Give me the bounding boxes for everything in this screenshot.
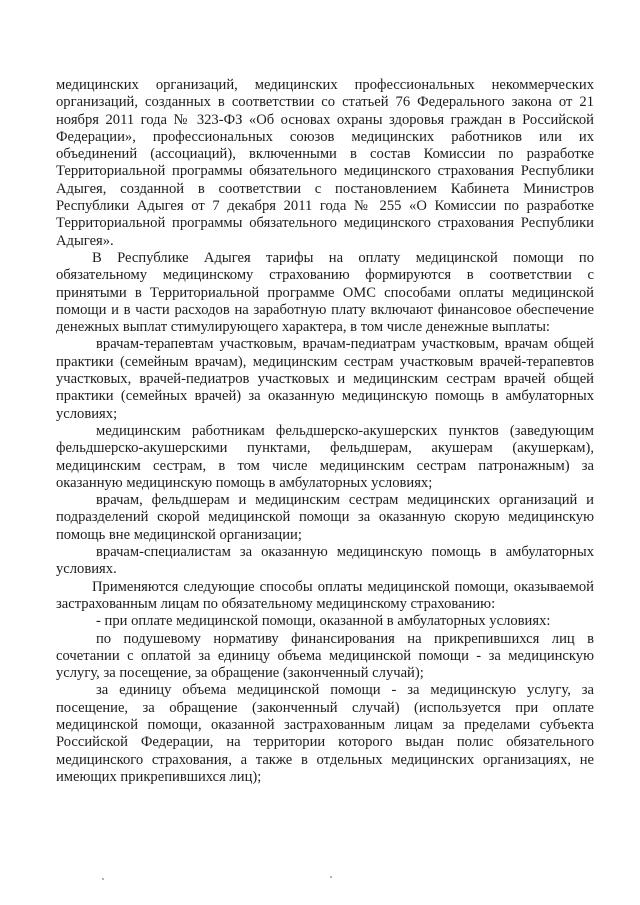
paragraph-commission: медицинских организаций, медицинских профессиональных некоммерческих организаций, созданных в соответствии со статьей 76 Федерального закона от 21 ноября 2011 года № 323-ФЗ «Об основах охраны здоровья граждан в Российской Федерации», профессиональных союзов медицинских работников или их объединений (ассоциаций), включенными в состав Комиссии по разработке Территориальной программы обязательного медицинского страхования Республики Адыгея, созданной в соответствии с постановлением Кабинета Министров Республики Адыгея от 7 декабря 2011 года № 255 «О Комиссии по разработке Территориальной программы обязательного медицинского страхования Республики Адыгея». bbox=[56, 77, 594, 249]
list-item-specialists: врачам-специалистам за оказанную медицинскую помощь в амбулаторных условиях. bbox=[56, 544, 594, 578]
list-item-district-doctors: врачам-терапевтам участковым, врачам-педиатрам участковым, врачам общей практики (семейным врачам), медицинским сестрам участковым врачей-терапевтов участковых, врачей-педиатров участковых и медицинским сестрам врачей общей практики (семейных врачей) за оказанную медицинскую помощь в амбулаторных условиях; bbox=[56, 336, 594, 422]
list-item-feldsher-points: медицинским работникам фельдшерско-акушерских пунктов (заведующим фельдшерско-акушерскими пунктами, фельдшерам, акушерам (акушеркам), медицинским сестрам, в том числе медицинским сестрам патронажным) за оказанную медицинскую помощь в амбулаторных условиях; bbox=[56, 422, 594, 491]
paragraph-tariffs: В Республике Адыгея тарифы на оплату медицинской помощи по обязательному медицинскому страхованию формируются в соответствии с принятыми в Территориальной программе ОМС способами оплаты медицинской помощи и в части расходов на заработную плату включают финансовое обеспечение денежных выплат стимулирующего характера, в том числе денежные выплаты: bbox=[56, 249, 594, 336]
paragraph-payment-methods: Применяются следующие способы оплаты медицинской помощи, оказываемой застрахованным лицам по обязательному медицинскому страхованию: bbox=[56, 578, 594, 612]
list-item-per-unit: за единицу объема медицинской помощи - за медицинскую услугу, за посещение, за обращение (законченный случай) (используется при оплате медицинской помощи, оказанной застрахованным лицам за пределами субъекта Российской Федерации, на территории которого выдан полис обязательного медицинского страхования, а также в отдельных медицинских организациях, не имеющих прикрепившихся лиц); bbox=[56, 682, 594, 785]
document-page bbox=[56, 77, 594, 786]
list-item-outpatient-payment: - при оплате медицинской помощи, оказанной в амбулаторных условиях: bbox=[96, 613, 551, 630]
scan-speck bbox=[102, 878, 104, 880]
list-item-per-capita: по подушевому нормативу финансирования на прикрепившихся лиц в сочетании с оплатой за единицу объема медицинской помощи - за медицинскую услугу, за посещение, за обращение (законченный случай); bbox=[56, 630, 594, 682]
list-item-emergency-care: врачам, фельдшерам и медицинским сестрам медицинских организаций и подразделений скорой медицинской помощи за оказанную скорую медицинскую помощь вне медицинской организации; bbox=[56, 492, 594, 543]
scan-speck bbox=[330, 876, 332, 878]
